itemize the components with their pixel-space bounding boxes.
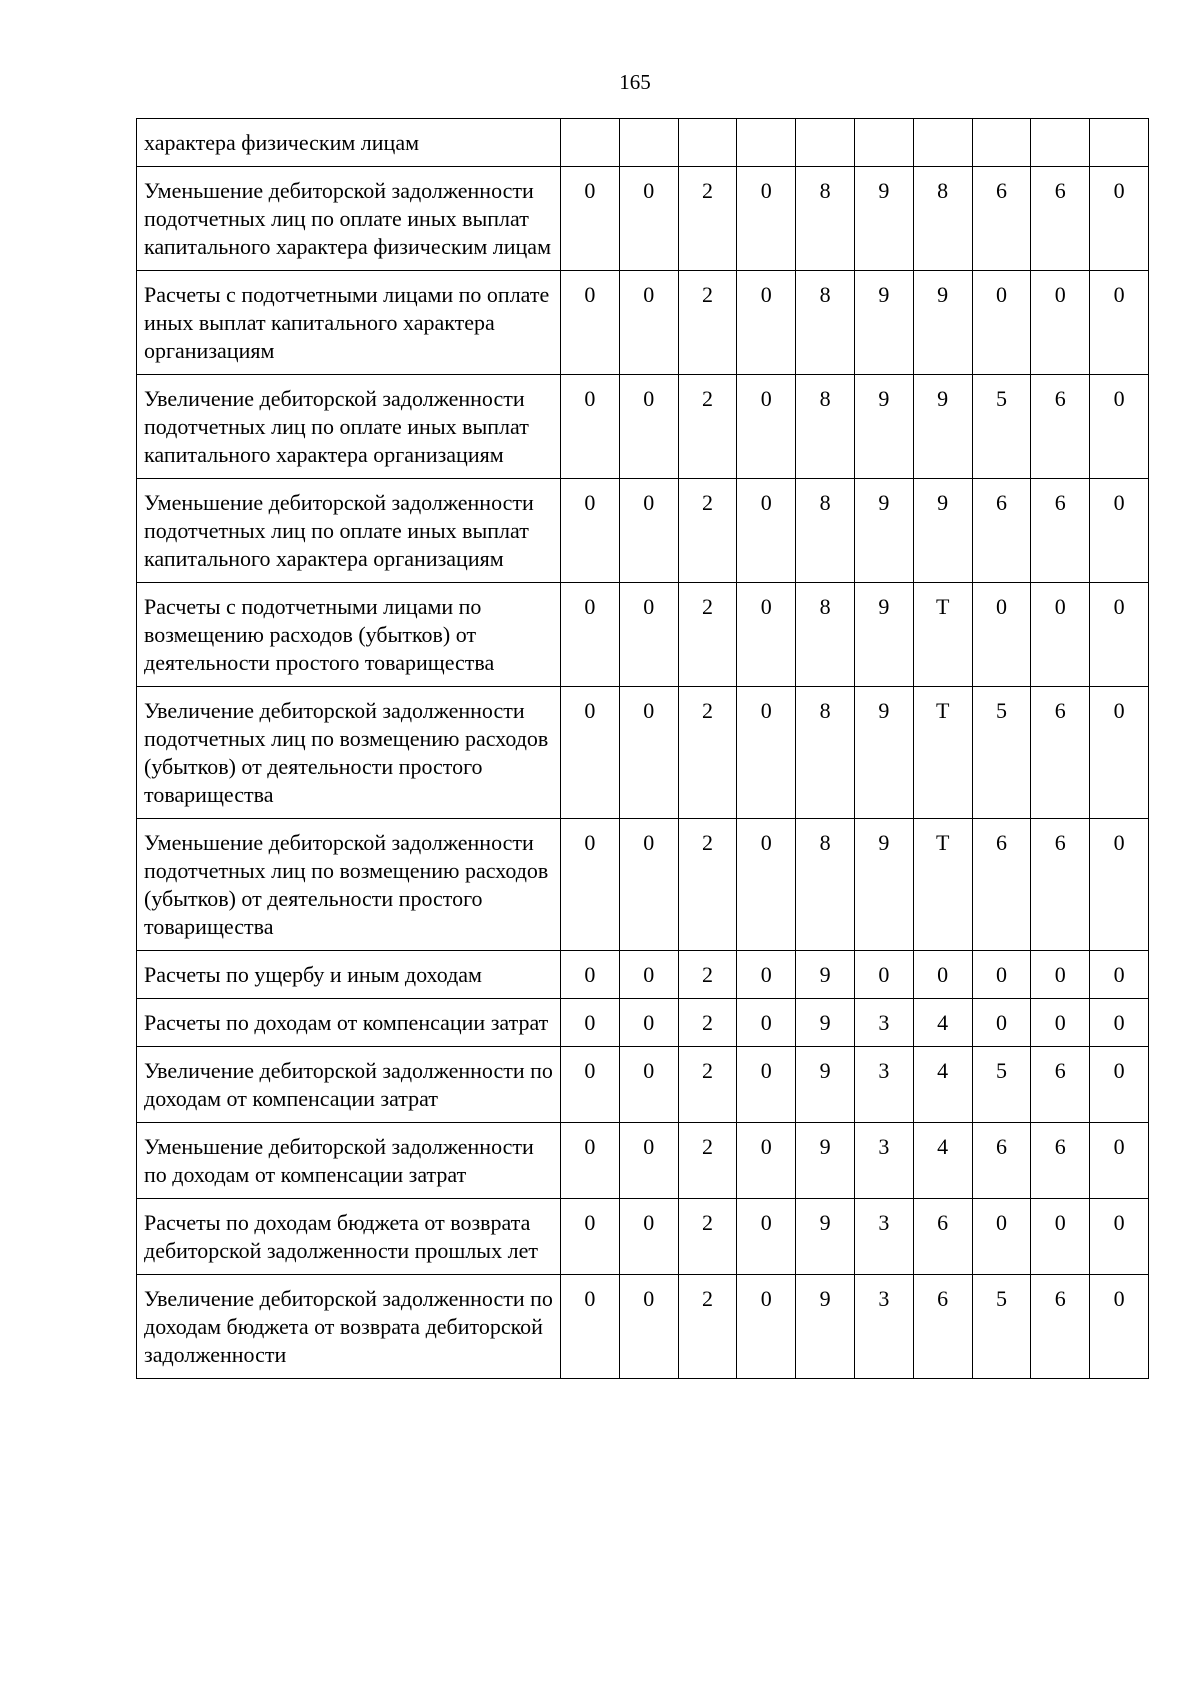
code-digit-cell: 0 — [619, 999, 678, 1047]
code-digit-cell: 2 — [678, 1199, 737, 1275]
code-digit-cell: 3 — [854, 1123, 913, 1199]
code-digit-cell: 0 — [972, 271, 1031, 375]
code-digit-cell: 6 — [972, 1123, 1031, 1199]
code-digit-cell: 8 — [796, 687, 855, 819]
code-digit-cell: 9 — [796, 1199, 855, 1275]
table-row — [137, 583, 1149, 687]
row-name-cell: Увеличение дебиторской задолженности подотчетных лиц по возмещению расходов (убытков) от деятельности простого товарищества — [137, 687, 561, 819]
code-digit-cell: 0 — [619, 687, 678, 819]
code-digit-cell: 0 — [619, 271, 678, 375]
table-row — [137, 687, 1149, 819]
code-digit-cell: 2 — [678, 1123, 737, 1199]
code-digit-cell — [737, 119, 796, 167]
code-digit-cell: 2 — [678, 167, 737, 271]
code-digit-cell: 2 — [678, 271, 737, 375]
code-digit-cell: 0 — [1090, 167, 1149, 271]
code-digit-cell: 3 — [854, 1199, 913, 1275]
row-name-cell: Расчеты по ущербу и иным доходам — [137, 951, 561, 999]
code-digit-cell: 4 — [913, 1047, 972, 1123]
code-digit-cell: 5 — [972, 1275, 1031, 1379]
code-digit-cell: 0 — [972, 583, 1031, 687]
row-name-cell: Уменьшение дебиторской задолженности по доходам от компенсации затрат — [137, 1123, 561, 1199]
code-digit-cell: Т — [913, 583, 972, 687]
table-row — [137, 1047, 1149, 1123]
code-digit-cell: 6 — [1031, 167, 1090, 271]
code-digit-cell: 0 — [972, 999, 1031, 1047]
table-row — [137, 819, 1149, 951]
code-digit-cell: 0 — [1090, 1123, 1149, 1199]
table-row — [137, 1123, 1149, 1199]
code-digit-cell: 9 — [796, 1047, 855, 1123]
table-row — [137, 119, 1149, 167]
row-name-cell: Уменьшение дебиторской задолженности подотчетных лиц по возмещению расходов (убытков) от деятельности простого товарищества — [137, 819, 561, 951]
code-digit-cell: 0 — [1090, 819, 1149, 951]
code-digit-cell: 2 — [678, 1047, 737, 1123]
row-name-cell: Расчеты с подотчетными лицами по оплате иных выплат капитального характера организациям — [137, 271, 561, 375]
code-digit-cell: Т — [913, 819, 972, 951]
code-digit-cell: 6 — [972, 167, 1031, 271]
row-name-cell: Расчеты по доходам бюджета от возврата дебиторской задолженности прошлых лет — [137, 1199, 561, 1275]
code-digit-cell: 0 — [737, 1047, 796, 1123]
row-name-cell: Уменьшение дебиторской задолженности подотчетных лиц по оплате иных выплат капитального характера физическим лицам — [137, 167, 561, 271]
code-digit-cell: 6 — [1031, 1123, 1090, 1199]
code-digit-cell: 0 — [561, 687, 620, 819]
code-digit-cell: 9 — [796, 999, 855, 1047]
code-digit-cell: 2 — [678, 951, 737, 999]
code-digit-cell: 0 — [1090, 583, 1149, 687]
code-digit-cell: 0 — [737, 479, 796, 583]
page-number: 165 — [619, 70, 651, 94]
code-digit-cell: 0 — [561, 999, 620, 1047]
code-digit-cell: 0 — [561, 375, 620, 479]
code-digit-cell: 5 — [972, 687, 1031, 819]
code-digit-cell — [854, 119, 913, 167]
code-digit-cell — [561, 119, 620, 167]
code-digit-cell — [913, 119, 972, 167]
code-digit-cell: 0 — [561, 1275, 620, 1379]
code-digit-cell: 3 — [854, 1275, 913, 1379]
table-row — [137, 271, 1149, 375]
table-body — [137, 119, 1149, 1379]
code-digit-cell: 8 — [913, 167, 972, 271]
code-digit-cell: 0 — [1031, 951, 1090, 999]
code-digit-cell: 0 — [737, 375, 796, 479]
code-digit-cell: 0 — [619, 819, 678, 951]
table-row — [137, 1199, 1149, 1275]
code-digit-cell: 0 — [561, 951, 620, 999]
code-digit-cell: 0 — [737, 583, 796, 687]
code-digit-cell: 9 — [854, 271, 913, 375]
code-digit-cell: 9 — [796, 951, 855, 999]
code-digit-cell: 0 — [619, 479, 678, 583]
table-row — [137, 167, 1149, 271]
code-digit-cell: 0 — [619, 1047, 678, 1123]
code-digit-cell: 0 — [561, 167, 620, 271]
code-digit-cell: 9 — [854, 375, 913, 479]
code-digit-cell: 0 — [561, 583, 620, 687]
code-digit-cell: 8 — [796, 479, 855, 583]
code-digit-cell: 0 — [737, 951, 796, 999]
code-digit-cell — [1031, 119, 1090, 167]
code-digit-cell — [1090, 119, 1149, 167]
code-digit-cell: 0 — [1090, 375, 1149, 479]
code-digit-cell: 5 — [972, 375, 1031, 479]
code-digit-cell: 0 — [737, 1275, 796, 1379]
code-digit-cell: 3 — [854, 999, 913, 1047]
code-digit-cell: 6 — [1031, 1047, 1090, 1123]
code-digit-cell: 2 — [678, 583, 737, 687]
code-digit-cell: 0 — [619, 1275, 678, 1379]
row-name-cell: Уменьшение дебиторской задолженности подотчетных лиц по оплате иных выплат капитального характера организациям — [137, 479, 561, 583]
code-digit-cell: 0 — [1031, 1199, 1090, 1275]
code-digit-cell: 0 — [972, 951, 1031, 999]
code-digit-cell: 0 — [561, 1199, 620, 1275]
code-digit-cell: 4 — [913, 999, 972, 1047]
code-digit-cell: 0 — [1090, 951, 1149, 999]
code-digit-cell: 9 — [854, 167, 913, 271]
code-digit-cell: 0 — [737, 819, 796, 951]
code-digit-cell: 9 — [796, 1123, 855, 1199]
code-digit-cell: 0 — [561, 1123, 620, 1199]
code-digit-cell: 8 — [796, 819, 855, 951]
code-digit-cell: 6 — [913, 1275, 972, 1379]
code-digit-cell: 9 — [854, 687, 913, 819]
code-digit-cell — [678, 119, 737, 167]
code-digit-cell: 0 — [1090, 1047, 1149, 1123]
code-digit-cell — [796, 119, 855, 167]
code-digit-cell: 6 — [1031, 687, 1090, 819]
row-name-cell: Увеличение дебиторской задолженности по доходам бюджета от возврата дебиторской задолженности — [137, 1275, 561, 1379]
code-digit-cell: 9 — [854, 479, 913, 583]
code-digit-cell: 0 — [561, 819, 620, 951]
table-row — [137, 1275, 1149, 1379]
code-digit-cell: 6 — [972, 479, 1031, 583]
row-name-cell: характера физическим лицам — [137, 119, 561, 167]
code-digit-cell: 0 — [1090, 687, 1149, 819]
code-digit-cell: 2 — [678, 1275, 737, 1379]
row-name-cell: Увеличение дебиторской задолженности по доходам от компенсации затрат — [137, 1047, 561, 1123]
code-digit-cell: 0 — [737, 1199, 796, 1275]
code-digit-cell: 6 — [1031, 375, 1090, 479]
table-row — [137, 375, 1149, 479]
code-digit-cell: 0 — [619, 951, 678, 999]
code-digit-cell: 0 — [737, 271, 796, 375]
code-digit-cell: 8 — [796, 167, 855, 271]
code-digit-cell: 8 — [796, 271, 855, 375]
code-digit-cell: 0 — [561, 271, 620, 375]
code-digit-cell: 0 — [913, 951, 972, 999]
code-digit-cell: 9 — [796, 1275, 855, 1379]
code-digit-cell — [619, 119, 678, 167]
code-digit-cell: 0 — [737, 687, 796, 819]
code-digit-cell: 9 — [854, 819, 913, 951]
code-digit-cell: 0 — [1090, 999, 1149, 1047]
code-digit-cell: 0 — [1090, 1275, 1149, 1379]
code-digit-cell: 0 — [737, 999, 796, 1047]
code-digit-cell: 6 — [1031, 1275, 1090, 1379]
code-digit-cell: 9 — [854, 583, 913, 687]
code-digit-cell: 5 — [972, 1047, 1031, 1123]
code-digit-cell: 0 — [561, 479, 620, 583]
row-name-cell: Расчеты по доходам от компенсации затрат — [137, 999, 561, 1047]
code-digit-cell: 0 — [854, 951, 913, 999]
code-digit-cell: 0 — [737, 1123, 796, 1199]
code-digit-cell: 0 — [619, 375, 678, 479]
code-digit-cell: 8 — [796, 583, 855, 687]
code-digit-cell: 8 — [796, 375, 855, 479]
code-digit-cell: 2 — [678, 819, 737, 951]
row-name-cell: Увеличение дебиторской задолженности подотчетных лиц по оплате иных выплат капитального характера организациям — [137, 375, 561, 479]
code-digit-cell: 4 — [913, 1123, 972, 1199]
code-digit-cell: 9 — [913, 271, 972, 375]
code-digit-cell — [972, 119, 1031, 167]
code-digit-cell: 2 — [678, 999, 737, 1047]
code-digit-cell: 0 — [1031, 271, 1090, 375]
code-digit-cell: 6 — [913, 1199, 972, 1275]
table-row — [137, 479, 1149, 583]
code-digit-cell: 6 — [1031, 819, 1090, 951]
account-codes-table — [136, 118, 1149, 1379]
code-digit-cell: 6 — [1031, 479, 1090, 583]
table-row — [137, 951, 1149, 999]
code-digit-cell: 0 — [1031, 999, 1090, 1047]
code-digit-cell: 0 — [1090, 1199, 1149, 1275]
code-digit-cell: 0 — [619, 1123, 678, 1199]
code-digit-cell: 0 — [561, 1047, 620, 1123]
code-digit-cell: 2 — [678, 375, 737, 479]
code-digit-cell: 0 — [619, 167, 678, 271]
code-digit-cell: 0 — [972, 1199, 1031, 1275]
code-digit-cell: 2 — [678, 479, 737, 583]
code-digit-cell: 9 — [913, 479, 972, 583]
code-digit-cell: 3 — [854, 1047, 913, 1123]
code-digit-cell: 0 — [737, 167, 796, 271]
code-digit-cell: 0 — [619, 1199, 678, 1275]
code-digit-cell: 0 — [619, 583, 678, 687]
code-digit-cell: 2 — [678, 687, 737, 819]
code-digit-cell: 9 — [913, 375, 972, 479]
code-digit-cell: 0 — [1031, 583, 1090, 687]
code-digit-cell: 0 — [1090, 271, 1149, 375]
code-digit-cell: 6 — [972, 819, 1031, 951]
table-row — [137, 999, 1149, 1047]
code-digit-cell: Т — [913, 687, 972, 819]
row-name-cell: Расчеты с подотчетными лицами по возмещению расходов (убытков) от деятельности простого товарищества — [137, 583, 561, 687]
code-digit-cell: 0 — [1090, 479, 1149, 583]
